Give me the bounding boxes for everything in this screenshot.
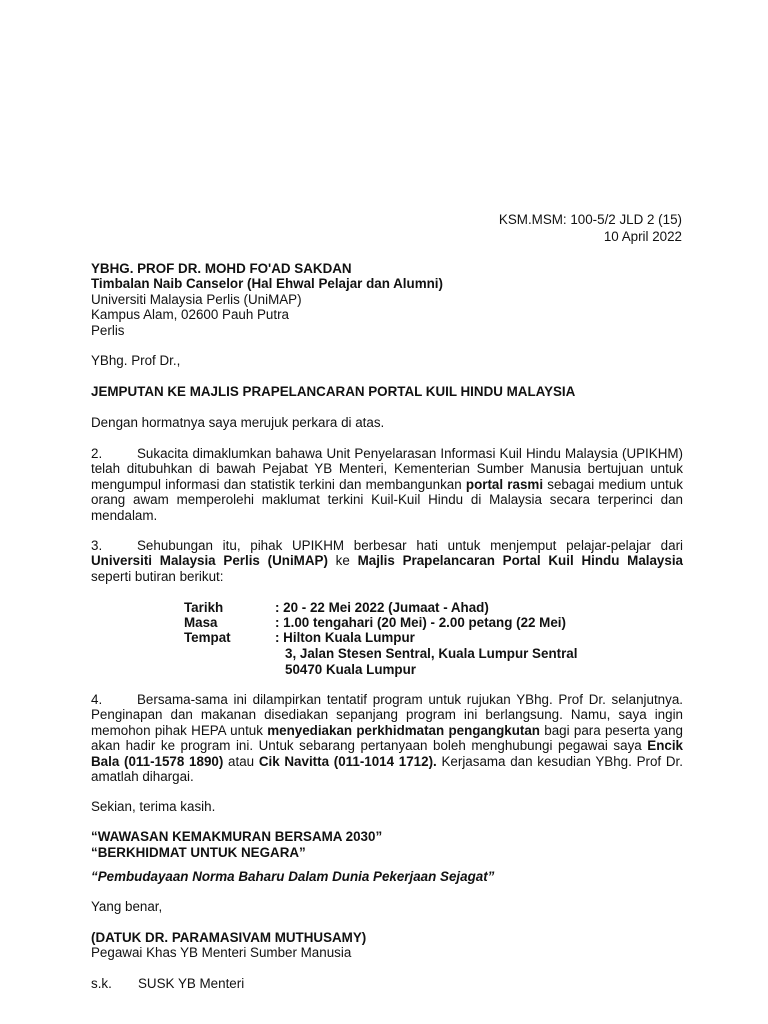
detail-value: : Hilton Kuala Lumpur: [275, 630, 415, 645]
detail-address-line: 50470 Kuala Lumpur: [285, 662, 416, 677]
salutation: YBhg. Prof Dr.,: [91, 353, 181, 368]
paragraph-text: Sehubungan itu, pihak UPIKHM berbesar hati untuk menjemput pelajar-pelajar dari: [137, 538, 683, 553]
subject-heading: JEMPUTAN KE MAJLIS PRAPELANCARAN PORTAL KUIL HINDU MALAYSIA: [91, 384, 576, 399]
paragraph-number: 4.: [91, 692, 103, 707]
signatory-title: Pegawai Khas YB Menteri Sumber Manusia: [91, 945, 352, 960]
detail-row-tempat: [184, 630, 415, 645]
paragraph-text: bagi para peserta yang akan hadir ke program ini. Untuk sebarang pertanyaan boleh menghubungi pegawai saya: [91, 722, 683, 754]
cc-label: s.k.: [91, 976, 112, 991]
closing-line: Sekian, terima kasih.: [91, 799, 216, 814]
detail-value: : 20 - 22 Mei 2022 (Jumaat - Ahad): [275, 600, 489, 615]
motto-berkhidmat: “BERKHIDMAT UNTUK NEGARA”: [91, 845, 306, 860]
paragraph-bold-text: menyediakan perkhidmatan pengangkutan: [267, 722, 540, 738]
paragraph-bold-text: Cik Navitta (011-1014 1712).: [258, 753, 437, 769]
cc-line: [91, 976, 683, 991]
signatory-name: (DATUK DR. PARAMASIVAM MUTHUSAMY): [91, 930, 367, 945]
recipient-address-line: Universiti Malaysia Perlis (UniMAP): [91, 291, 302, 307]
paragraph-text: ke: [327, 553, 358, 569]
letter-date: 10 April 2022: [603, 229, 682, 244]
paragraph-text: Bersama-sama ini dilampirkan tentatif program untuk rujukan YBhg. Prof Dr. selanjutnya. Penginapan dan makanan disediakan sepanjang program ini berlangsung. Namu, saya ingin memohon pihak HEPA untuk: [91, 692, 683, 738]
cc-value: SUSK YB Menteri: [138, 976, 245, 991]
paragraph-3: [91, 538, 683, 584]
detail-label: Masa: [184, 615, 218, 630]
detail-label: Tempat: [184, 630, 231, 645]
recipient-position: Timbalan Naib Canselor (Hal Ehwal Pelajar dan Alumni): [91, 276, 443, 292]
motto-wawasan: “WAWASAN KEMAKMURAN BERSAMA 2030”: [91, 829, 383, 844]
reference-number: KSM.MSM: 100-5/2 JLD 2 (15): [498, 212, 682, 227]
paragraph-bold-text: portal rasmi: [465, 476, 544, 492]
paragraph-2: [91, 446, 683, 523]
paragraph-text: sebagai medium untuk orang awam memperolehi maklumat terkini Kuil-Kuil Hindu di Malaysia secara terperinci dan mendalam.: [91, 476, 683, 523]
motto-pembudayaan: “Pembudayaan Norma Baharu Dalam Dunia Pekerjaan Sejagat”: [91, 869, 495, 884]
detail-row-tarikh: [184, 600, 489, 615]
paragraph-bold-text: Encik Bala (011-1578 1890): [91, 738, 683, 769]
recipient-block: [91, 261, 683, 338]
paragraph-text: seperti butiran berikut:: [91, 568, 224, 584]
sign-off: Yang benar,: [91, 899, 163, 914]
paragraph-number: 3.: [91, 538, 103, 553]
detail-row-masa: [184, 615, 566, 630]
recipient-name: YBHG. PROF DR. MOHD FO'AD SAKDAN: [91, 261, 352, 276]
paragraph-number: 2.: [91, 446, 103, 461]
paragraph-bold-text: Majlis Prapelancaran Portal Kuil Hindu Malaysia: [357, 553, 683, 569]
opening-line: Dengan hormatnya saya merujuk perkara di atas.: [91, 415, 385, 430]
paragraph-text: atau: [223, 753, 259, 769]
detail-value: : 1.00 tengahari (20 Mei) - 2.00 petang (22 Mei): [275, 615, 566, 630]
recipient-address-line: Kampus Alam, 02600 Pauh Putra: [91, 307, 290, 323]
detail-address-line: 3, Jalan Stesen Sentral, Kuala Lumpur Sentral: [285, 646, 578, 661]
paragraph-bold-text: Universiti Malaysia Perlis (UniMAP): [91, 553, 328, 569]
paragraph-text: Sukacita dimaklumkan bahawa Unit Penyelarasan Informasi Kuil Hindu Malaysia (UPIKHM) telah ditubuhkan di bawah Pejabat YB Menteri, Kementerian Sumber Manusia bertujuan untuk mengumpul informasi dan statistik terkini dan membangunkan: [91, 446, 683, 492]
detail-label: Tarikh: [184, 600, 224, 615]
recipient-address-line: Perlis: [91, 322, 125, 338]
paragraph-text: Kerjasama dan kesudian YBhg. Prof Dr. amatlah dihargai.: [91, 753, 683, 785]
paragraph-4: [91, 692, 683, 784]
